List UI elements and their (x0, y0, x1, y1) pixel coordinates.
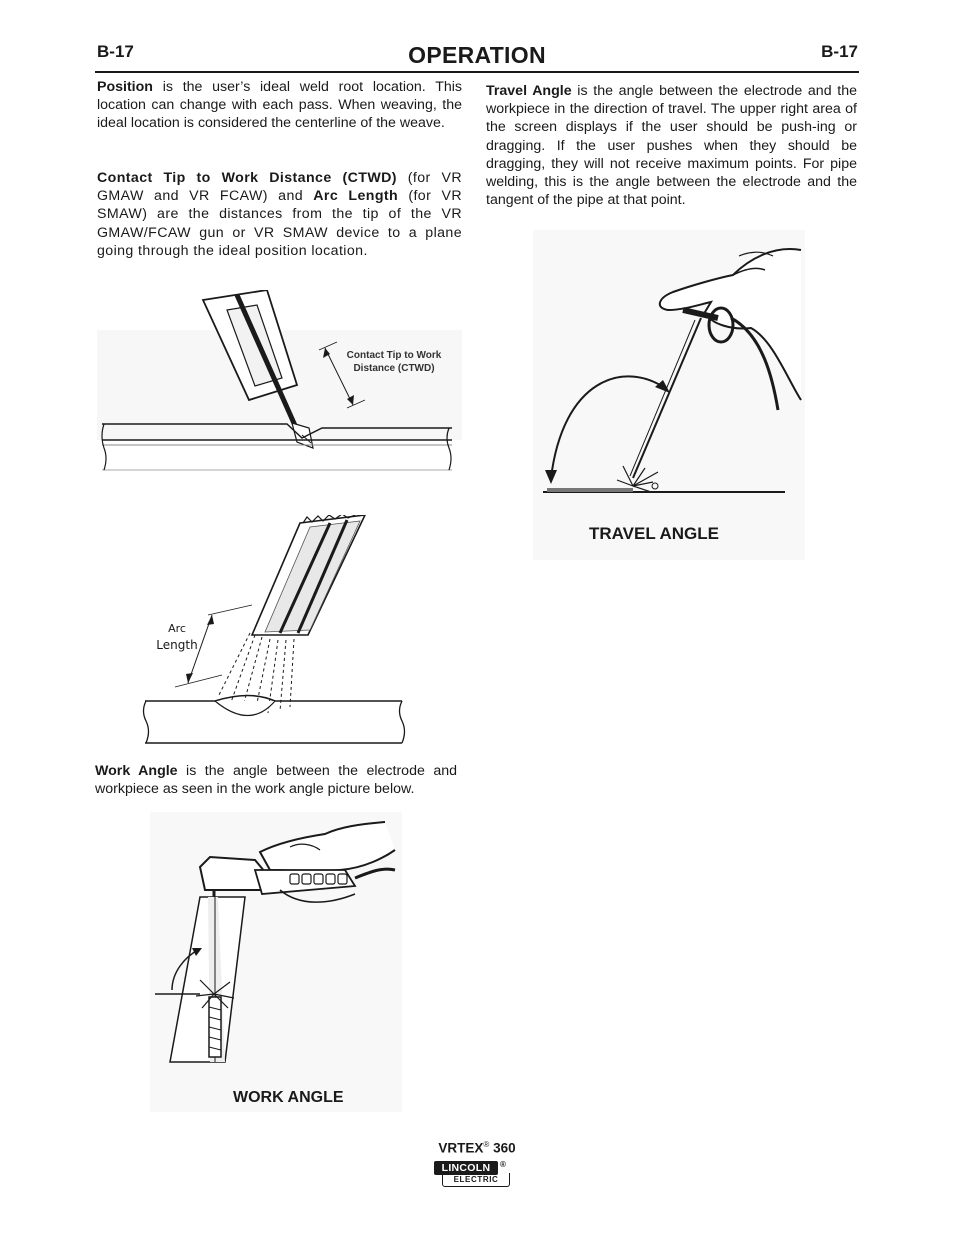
position-term: Position (97, 79, 153, 95)
ctwd-term: Contact Tip to Work Distance (CTWD) (97, 170, 397, 186)
page-number-left: B-17 (97, 42, 134, 61)
travel-angle-paragraph (486, 82, 857, 209)
ctwd-paragraph (97, 169, 462, 260)
travel-angle-caption: TRAVEL ANGLE (588, 524, 720, 543)
logo-registered-mark: ® (500, 1160, 506, 1169)
logo-electric-text: ELECTRIC (442, 1173, 510, 1187)
arc-length-figure (140, 515, 415, 750)
position-text: is the user’s ideal weld root location. This location can change with each pass. When weaving, the ideal location is considered the centerline of the weave. (97, 79, 462, 132)
page-title: OPERATION (408, 42, 546, 68)
page-number-right: B-17 (821, 42, 858, 61)
ctwd-mid: (for VR GMAW and VR FCAW) and (97, 170, 463, 205)
ctwd-label-line2: Distance (CTWD) (353, 363, 435, 374)
position-paragraph (97, 78, 462, 133)
header-rule (95, 71, 859, 73)
travel-angle-text: is the angle between the electrode and the workpiece in the direction of travel. The upper right area of the screen displays if the user should be push-ing or dragging. If the user pushes when they should be dragging, they will not receive maximum points. For pipe welding, this is the angle between the electrode and the tangent of the pipe at that point. (486, 83, 858, 209)
footer-model (0, 1140, 954, 1156)
lincoln-electric-logo (434, 1161, 511, 1188)
work-angle-caption: WORK ANGLE (233, 1089, 344, 1106)
arc-label-line1: Arc (168, 622, 186, 635)
travel-angle-term: Travel Angle (486, 83, 572, 99)
arc-label-line2: Length (156, 638, 198, 652)
ctwd-text: (for VR SMAW) are the distances from the tip of the VR GMAW/FCAW gun or VR SMAW device to a plane going through the ideal position location. (97, 188, 462, 259)
arc-length-term: Arc Length (313, 188, 399, 205)
model-number: 360 (489, 1140, 516, 1156)
travel-angle-figure (533, 230, 805, 560)
registered-mark: ® (483, 1140, 490, 1149)
logo-lincoln-text: LINCOLN (434, 1161, 498, 1175)
work-angle-paragraph (95, 762, 457, 798)
model-name: VRTEX (438, 1140, 484, 1156)
ctwd-label-line1: Contact Tip to Work (346, 350, 442, 361)
work-angle-text: is the angle between the electrode and workpiece as seen in the work angle picture below. (95, 763, 457, 798)
ctwd-figure (97, 290, 462, 475)
work-angle-figure (150, 812, 402, 1112)
work-angle-term: Work Angle (95, 763, 178, 779)
